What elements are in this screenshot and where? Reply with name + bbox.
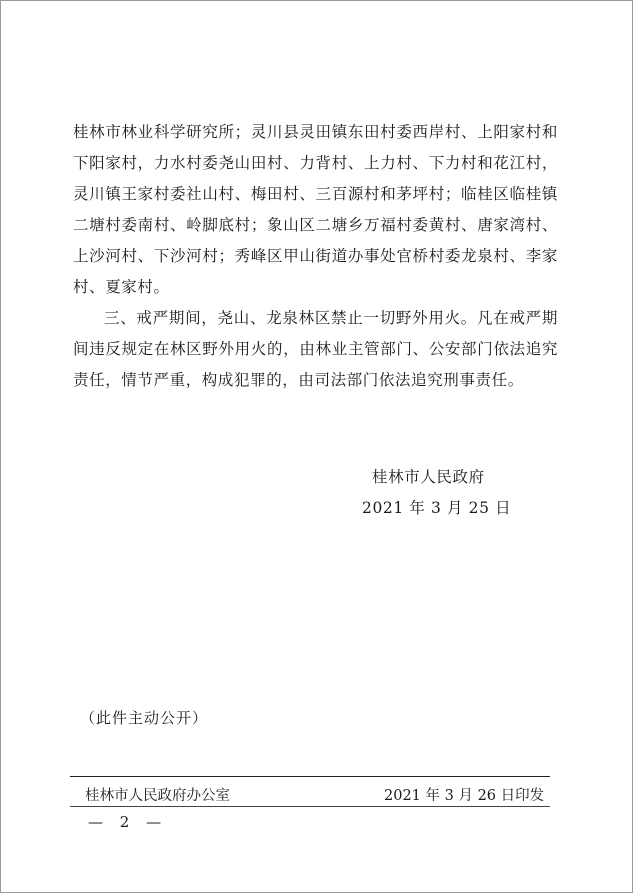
footer-top-rule (70, 776, 550, 777)
footer-issuer: 桂林市人民政府办公室 (85, 788, 230, 804)
document-body (73, 117, 558, 396)
signature-date: 2021 年 3 月 25 日 (362, 499, 512, 517)
footer-issue-date: 2021 年 3 月 26 日印发 (384, 788, 545, 804)
paragraph-forest-locations: 桂林市林业科学研究所；灵川县灵田镇东田村委西岸村、上阳家村和下阳家村，力水村委尧山田村、力背村、上力村、下力村和花江村，灵川镇王家村委社山村、梅田村、三百源村和茅坪村；临桂区临桂镇二塘村委南村、岭脚底村；象山区二塘乡万福村委黄村、唐家湾村、上沙河村、下沙河村；秀峰区甲山街道办事处官桥村委龙泉村、李家村、夏家村。 (73, 123, 558, 296)
footer-bottom-rule (70, 806, 550, 807)
signature-organization: 桂林市人民政府 (372, 468, 485, 486)
paragraph-item-three: 三、戒严期间，尧山、龙泉林区禁止一切野外用火。凡在戒严期间违反规定在林区野外用火的，由林业主管部门、公安部门依法追究责任，情节严重，构成犯罪的，由司法部门依法追究刑事责任。 (73, 309, 558, 389)
signature-block (362, 462, 511, 524)
disclosure-note: （此件主动公开） (80, 709, 209, 727)
page-number: — 2 — (88, 813, 168, 831)
